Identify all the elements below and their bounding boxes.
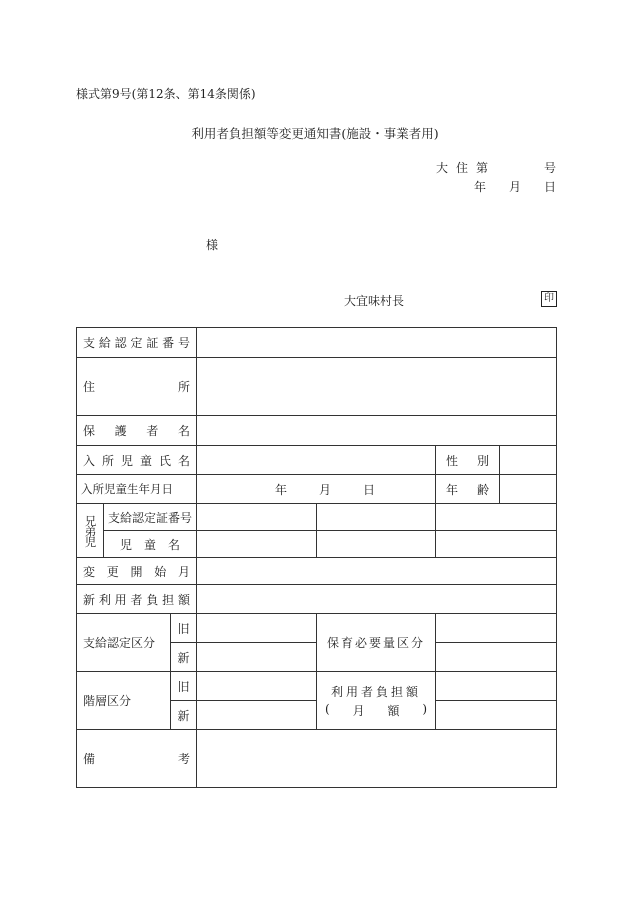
child-name-label-char: 児 — [121, 453, 134, 468]
label-change-month — [77, 558, 197, 585]
new-fee-label-char: 負 — [146, 592, 159, 607]
field-sibling-name-2[interactable] — [317, 531, 436, 558]
remarks-label-char: 備 — [83, 752, 96, 766]
cert-no-label-char: 認 — [114, 336, 127, 350]
child-name-label-char: 氏 — [159, 453, 172, 468]
field-care-need-old[interactable] — [436, 614, 557, 643]
field-fee-new[interactable] — [436, 701, 557, 730]
row-child-name — [77, 446, 557, 475]
label-age — [436, 475, 500, 504]
issue-date: 年 月 日 — [474, 180, 556, 194]
cert-no-label-char: 証 — [146, 336, 159, 350]
field-care-need-new[interactable] — [436, 643, 557, 672]
label-remarks — [77, 730, 197, 788]
cert-no-label-char: 号 — [177, 336, 190, 350]
label-address — [77, 358, 197, 416]
field-cert-class-new[interactable] — [197, 643, 317, 672]
field-remarks[interactable] — [197, 730, 557, 788]
birth-value-char: 年 — [275, 482, 288, 497]
form-number: 様式第9号(第12条、第14条関係) — [76, 87, 256, 101]
gender-label-char: 性 — [446, 453, 459, 468]
child-name-label-char: 所 — [102, 453, 115, 468]
row-guardian — [77, 416, 557, 446]
child-name-label-char: 名 — [178, 453, 191, 468]
field-birth-date[interactable] — [197, 475, 436, 504]
label-fee-monthly — [317, 672, 436, 730]
change-month-label-char: 更 — [106, 564, 119, 579]
field-address[interactable] — [197, 358, 557, 416]
cert-no-label-char: 番 — [162, 336, 175, 350]
field-guardian[interactable] — [197, 416, 557, 446]
label-cert-class: 支給認定区分 — [77, 614, 171, 672]
field-cert-number[interactable] — [197, 328, 557, 358]
row-address — [77, 358, 557, 416]
birth-value-char: 月 — [319, 482, 332, 497]
address-label-char: 所 — [178, 380, 191, 394]
cert-no-label-char: 定 — [130, 336, 143, 350]
address-label-char: 住 — [83, 380, 96, 394]
issuer-name: 大宜味村長 — [344, 294, 405, 308]
age-label-char: 齢 — [477, 482, 490, 497]
fee-label-line1: 利用者負担額 — [331, 684, 422, 699]
label-new: 新 — [171, 643, 197, 672]
row-remarks — [77, 730, 557, 788]
field-tier-old[interactable] — [197, 672, 317, 701]
change-month-label-char: 始 — [154, 564, 167, 579]
row-cert-class-old — [77, 614, 557, 643]
sibling-name-label-char: 児 — [120, 537, 133, 552]
fee-label-line2-char: ( — [325, 701, 330, 716]
fee-label-line2-char: 月 — [352, 703, 365, 718]
sibling-name-label-char: 童 — [144, 537, 157, 552]
label-care-need: 保育必要量区分 — [317, 614, 436, 672]
row-cert-number — [77, 328, 557, 358]
row-change-month — [77, 558, 557, 585]
fee-label-line2-char: 額 — [387, 703, 400, 718]
field-age[interactable] — [500, 475, 557, 504]
label-sibling: 兄弟児 — [77, 504, 104, 558]
field-sibling-cert-3[interactable] — [436, 504, 557, 531]
guardian-label-char: 者 — [146, 424, 159, 438]
new-fee-label-char: 担 — [162, 592, 175, 607]
document-number: 大 住 第 号 — [436, 161, 556, 175]
field-tier-new[interactable] — [197, 701, 317, 730]
field-change-month[interactable] — [197, 558, 557, 585]
row-sibling-name — [77, 531, 557, 558]
form-table — [76, 327, 557, 788]
child-name-label-char: 入 — [83, 453, 96, 468]
age-label-char: 年 — [446, 482, 459, 497]
field-gender[interactable] — [500, 446, 557, 475]
field-fee-old[interactable] — [436, 672, 557, 701]
fee-label-line2-char: ) — [422, 701, 428, 716]
label-guardian — [77, 416, 197, 446]
label-new: 新 — [171, 701, 197, 730]
label-birth: 入所児童生年月日 — [77, 475, 197, 504]
guardian-label-char: 護 — [114, 424, 127, 438]
field-sibling-cert-1[interactable] — [197, 504, 317, 531]
field-child-name[interactable] — [197, 446, 436, 475]
new-fee-label-char: 額 — [177, 592, 190, 607]
remarks-label-char: 考 — [178, 752, 191, 766]
label-tier: 階層区分 — [77, 672, 171, 730]
document-title: 利用者負担額等変更通知書(施設・事業者用) — [191, 126, 439, 141]
guardian-label-char: 保 — [83, 424, 96, 438]
sibling-name-label-char: 名 — [168, 537, 181, 552]
guardian-label-char: 名 — [178, 424, 191, 438]
birth-value-char: 日 — [363, 482, 376, 497]
change-month-label-char: 開 — [130, 564, 143, 579]
label-old: 旧 — [171, 614, 197, 643]
row-sibling-cert — [77, 504, 557, 531]
label-child-name — [77, 446, 197, 475]
label-sibling-cert: 支給認定証番号 — [104, 504, 197, 531]
field-sibling-cert-2[interactable] — [317, 504, 436, 531]
row-tier-old — [77, 672, 557, 701]
field-sibling-name-1[interactable] — [197, 531, 317, 558]
label-old: 旧 — [171, 672, 197, 701]
change-month-label-char: 月 — [178, 564, 191, 579]
cert-no-label-char: 支 — [83, 336, 96, 350]
label-new-fee — [77, 585, 197, 614]
seal-mark: 印 — [541, 291, 557, 307]
new-fee-label-char: 者 — [130, 592, 143, 607]
child-name-label-char: 童 — [140, 453, 153, 468]
field-sibling-name-3[interactable] — [436, 531, 557, 558]
cert-no-label-char: 給 — [98, 336, 111, 350]
row-birth — [77, 475, 557, 504]
gender-label-char: 別 — [477, 453, 490, 468]
new-fee-label-char: 新 — [83, 592, 96, 607]
label-sibling-name — [104, 531, 197, 558]
field-cert-class-old[interactable] — [197, 614, 317, 643]
field-new-fee[interactable] — [197, 585, 557, 614]
label-gender — [436, 446, 500, 475]
row-new-fee — [77, 585, 557, 614]
change-month-label-char: 変 — [83, 564, 96, 579]
new-fee-label-char: 利 — [98, 592, 111, 607]
label-cert-number — [77, 328, 197, 358]
addressee-honorific: 様 — [206, 238, 219, 252]
new-fee-label-char: 用 — [114, 592, 127, 607]
